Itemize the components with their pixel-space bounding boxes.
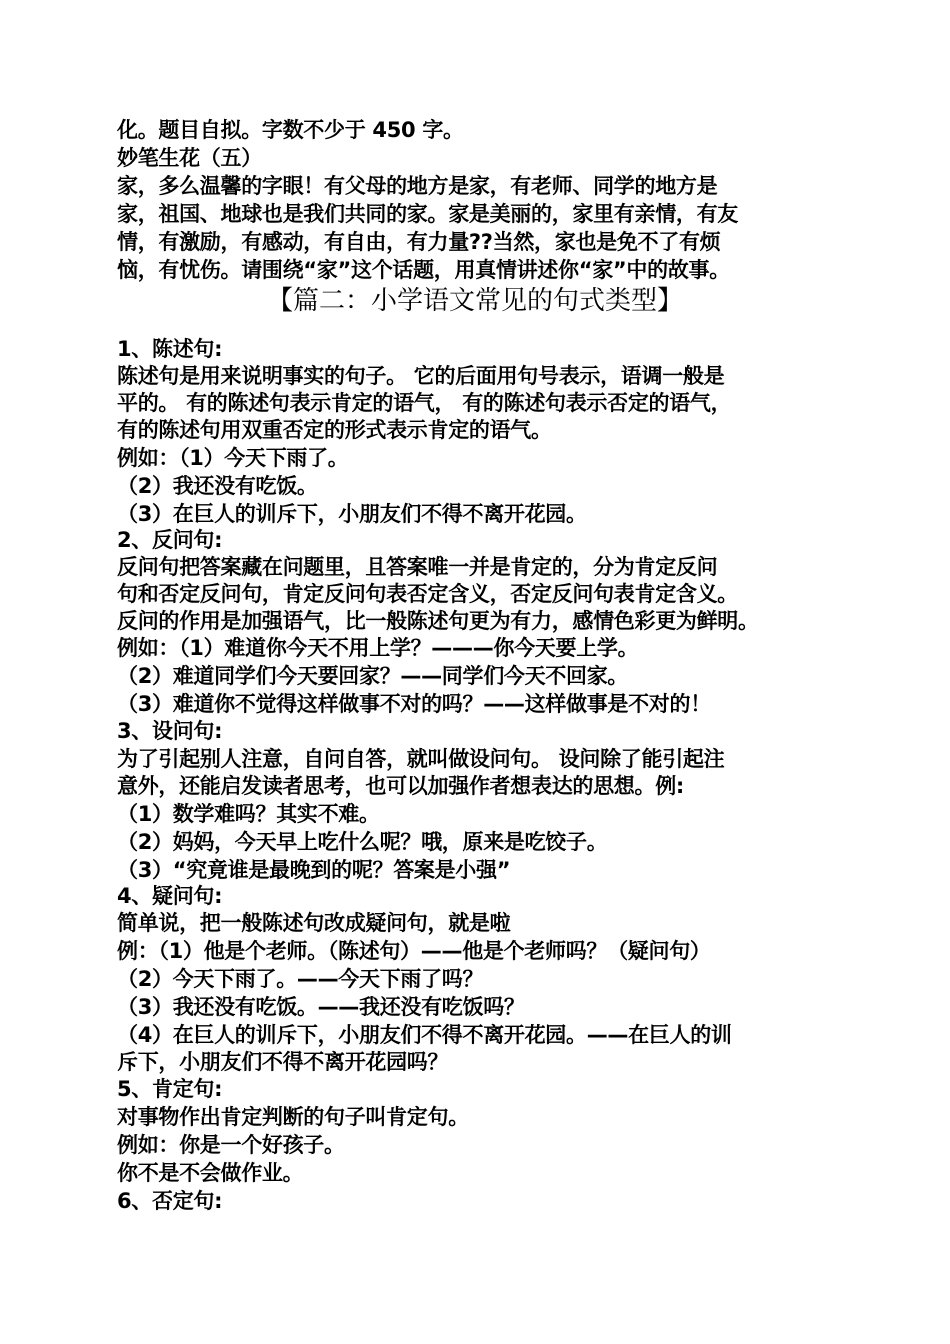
- text-line: 句和否定反问句，肯定反问句表否定含义，否定反问句表肯定含义。: [117, 582, 738, 606]
- text-line: 简单说，把一般陈述句改成疑问句，就是啦: [117, 911, 511, 935]
- text-line: （2）妈妈，今天早上吃什么呢？哦，原来是吃饺子。: [117, 830, 608, 854]
- text-line: 反问句把答案藏在问题里，且答案唯一并是肯定的，分为肯定反问: [117, 555, 718, 579]
- text-line: （2）难道同学们今天要回家？——同学们今天不回家。: [117, 664, 629, 688]
- text-line: 2、反问句:: [117, 528, 223, 552]
- text-line: 3、设问句:: [117, 719, 223, 743]
- text-line: 例如：你是一个好孩子。: [117, 1133, 345, 1157]
- text-line: 例如：（1）难道你今天不用上学？———你今天要上学。: [117, 636, 639, 660]
- text-line: 对事物作出肯定判断的句子叫肯定句。: [117, 1105, 469, 1129]
- text-line: 4、疑问句:: [117, 884, 223, 908]
- text-line: 6、否定句:: [117, 1189, 223, 1213]
- text-line: （3）我还没有吃饭。——我还没有吃饭吗？: [117, 995, 525, 1019]
- text-line: （1）数学难吗？其实不难。: [117, 802, 380, 826]
- text-line: 恼，有忧伤。请围绕“家”这个话题，用真情讲述你“家”中的故事。: [117, 258, 730, 282]
- text-line: 意外，还能启发读者思考，也可以加强作者想表达的思想。例:: [117, 774, 684, 798]
- text-line: （3）在巨人的训斥下，小朋友们不得不离开花园。: [117, 502, 587, 526]
- text-line: 妙笔生花（五）: [117, 146, 262, 170]
- section-heading: 【篇二：小学语文常见的句式类型】: [266, 286, 683, 316]
- text-line: 平的。 有的陈述句表示肯定的语气， 有的陈述句表示否定的语气，: [117, 391, 732, 415]
- text-line: 陈述句是用来说明事实的句子。 它的后面用句号表示，语调一般是: [117, 364, 725, 388]
- text-line: 5、肯定句:: [117, 1077, 223, 1101]
- text-line: 情，有激励，有感动，有自由，有力量??当然，家也是免不了有烦: [117, 230, 721, 254]
- text-line: 1、陈述句:: [117, 337, 223, 361]
- text-line: （3）难道你不觉得这样做事不对的吗？——这样做事是不对的！: [117, 692, 711, 716]
- text-line: （4）在巨人的训斥下，小朋友们不得不离开花园。——在巨人的训: [117, 1023, 732, 1047]
- text-line: 化。题目自拟。字数不少于 450 字。: [117, 118, 464, 142]
- text-line: 例如：（1）今天下雨了。: [117, 446, 349, 470]
- text-line: 例：（1）他是个老师。（陈述句）——他是个老师吗？（疑问句）: [117, 939, 711, 963]
- text-line: 反问的作用是加强语气，比一般陈述句更为有力，感情色彩更为鲜明。: [117, 609, 759, 633]
- text-line: 有的陈述句用双重否定的形式表示肯定的语气。: [117, 418, 552, 442]
- text-line: （2）我还没有吃饭。: [117, 474, 318, 498]
- text-line: 为了引起别人注意，自问自答，就叫做设问句。 设问除了能引起注: [117, 747, 725, 771]
- text-line: （3）“究竟谁是最晚到的呢？答案是小强”: [117, 858, 511, 882]
- text-line: （2）今天下雨了。——今天下雨了吗？: [117, 967, 484, 991]
- text-line: 斥下，小朋友们不得不离开花园吗？: [117, 1050, 449, 1074]
- text-line: 你不是不会做作业。: [117, 1161, 304, 1185]
- text-line: 家，祖国、地球也是我们共同的家。家是美丽的，家里有亲情，有友: [117, 202, 738, 226]
- text-line: 家，多么温馨的字眼！有父母的地方是家，有老师、同学的地方是: [117, 174, 718, 198]
